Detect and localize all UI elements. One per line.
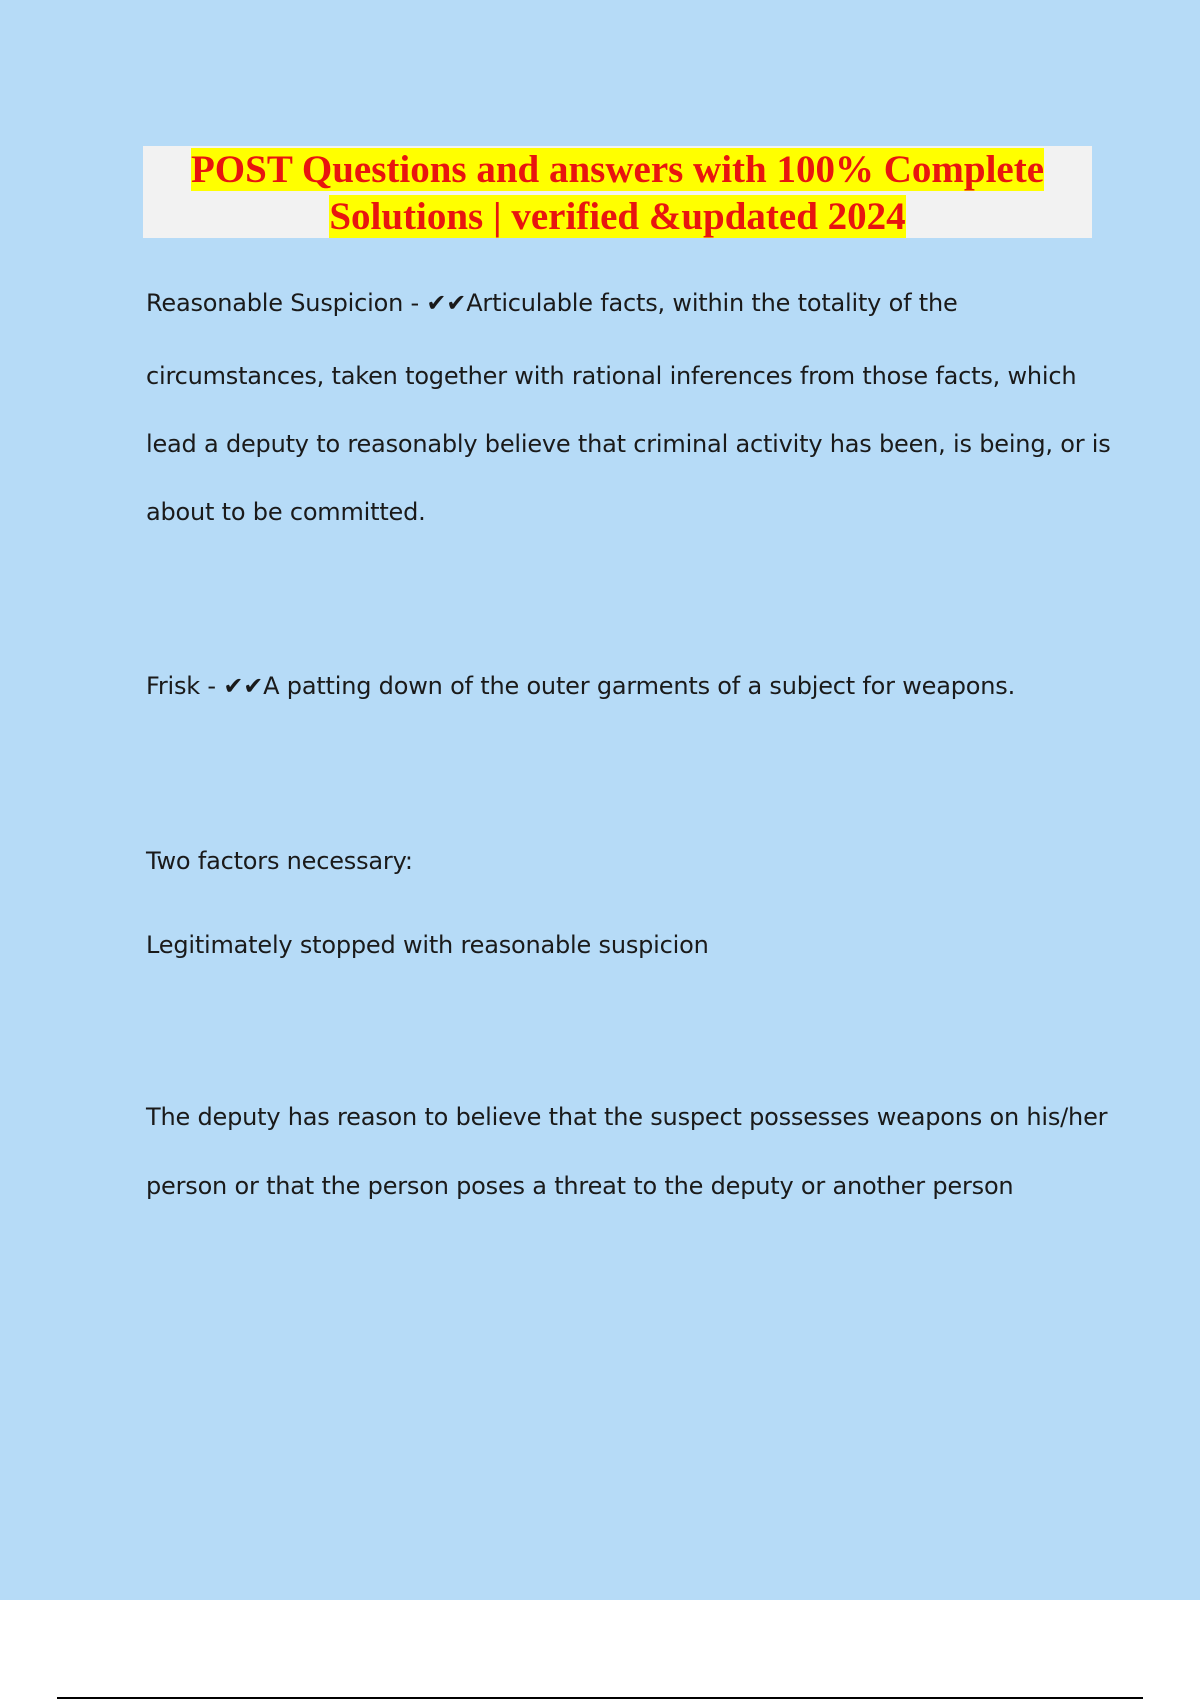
frisk-definition: Frisk - ✔✔A patting down of the outer garments of a subject for weapons. [146, 672, 1016, 700]
reasonable-suspicion-line-1: Reasonable Suspicion - ✔✔Articulable facts, within the totality of the [146, 289, 958, 317]
factor-one: Legitimately stopped with reasonable suspicion [146, 931, 709, 959]
factor-two-line-2: person or that the person poses a threat to the deputy or another person [146, 1172, 1014, 1200]
two-factors-heading: Two factors necessary: [146, 847, 413, 875]
document-title [143, 146, 1092, 238]
reasonable-suspicion-line-2: circumstances, taken together with rational inferences from those facts, which [146, 362, 1077, 390]
reasonable-suspicion-line-4: about to be committed. [146, 498, 426, 526]
reasonable-suspicion-line-3: lead a deputy to reasonably believe that criminal activity has been, is being, or is [146, 430, 1111, 458]
title-line-1: POST Questions and answers with 100% Complete [190, 148, 1045, 191]
title-line-2: Solutions | verified &updated 2024 [329, 195, 906, 238]
footer-divider [57, 1697, 1143, 1699]
factor-two-line-1: The deputy has reason to believe that the suspect possesses weapons on his/her [146, 1103, 1108, 1131]
